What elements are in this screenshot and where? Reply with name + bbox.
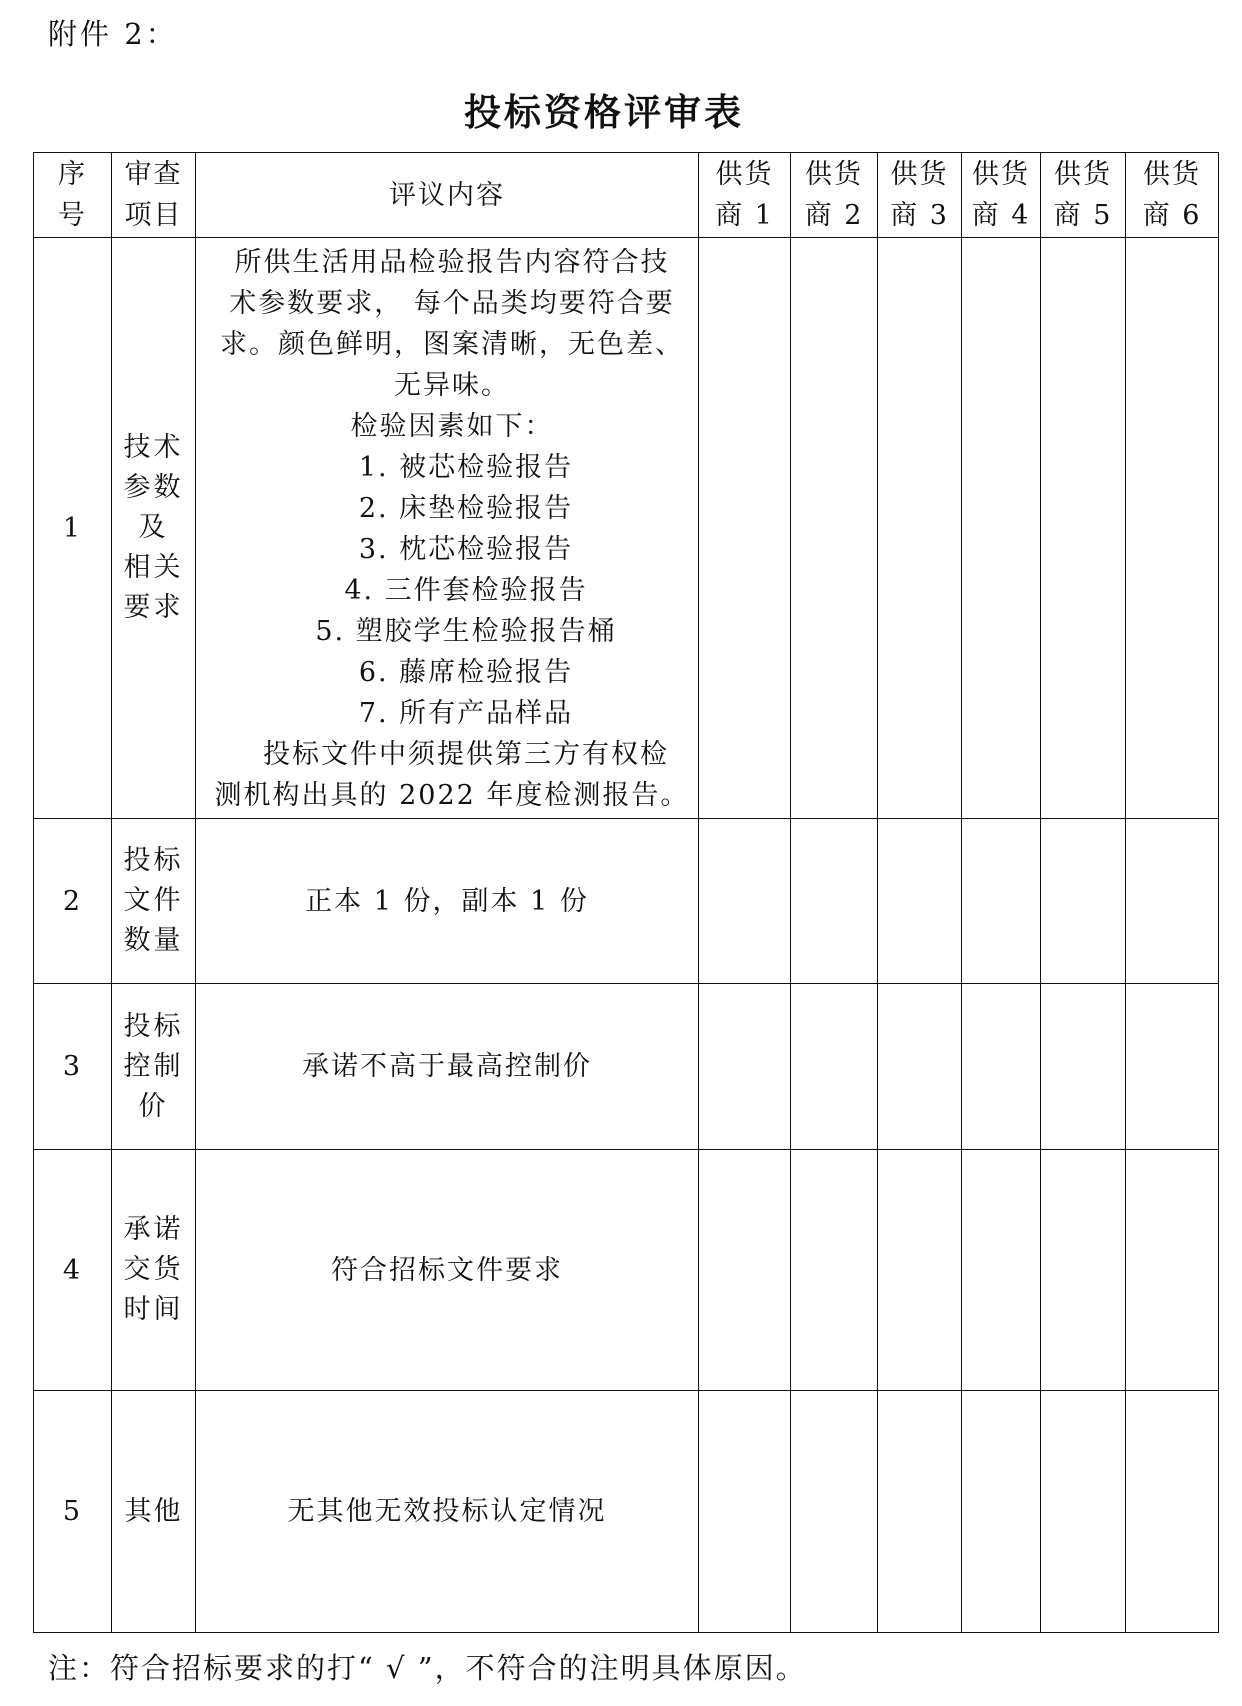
supplier-2-cell[interactable] xyxy=(791,1150,878,1391)
table-row xyxy=(34,1150,1219,1391)
supplier-6-cell[interactable] xyxy=(1126,238,1219,819)
row-seq: 2 xyxy=(34,819,112,984)
row-category: 其他 xyxy=(112,1391,196,1633)
supplier-6-cell[interactable] xyxy=(1126,984,1219,1150)
footnote: 注：符合招标要求的打“ √ ”，不符合的注明具体原因。 xyxy=(48,1651,807,1685)
header-review-item: 审查 项目 xyxy=(112,153,196,238)
table-row xyxy=(34,984,1219,1150)
table-row xyxy=(34,1391,1219,1633)
attachment-label: 附件 2： xyxy=(48,17,178,51)
header-supplier-3: 供货 商 3 xyxy=(878,153,962,238)
row-category: 投标 文件 数量 xyxy=(112,819,196,984)
row-category: 承诺 交货 时间 xyxy=(112,1150,196,1391)
supplier-2-cell[interactable] xyxy=(791,984,878,1150)
row-content: 符合招标文件要求 xyxy=(196,1150,699,1391)
supplier-1-cell[interactable] xyxy=(699,1391,791,1633)
header-supplier-4: 供货 商 4 xyxy=(962,153,1041,238)
supplier-5-cell[interactable] xyxy=(1041,1391,1126,1633)
supplier-5-cell[interactable] xyxy=(1041,1150,1126,1391)
supplier-3-cell[interactable] xyxy=(878,984,962,1150)
header-review-content: 评议内容 xyxy=(196,153,699,238)
supplier-4-cell[interactable] xyxy=(962,984,1041,1150)
row-seq: 4 xyxy=(34,1150,112,1391)
supplier-5-cell[interactable] xyxy=(1041,238,1126,819)
supplier-1-cell[interactable] xyxy=(699,1150,791,1391)
supplier-6-cell[interactable] xyxy=(1126,1391,1219,1633)
document-title: 投标资格评审表 xyxy=(464,90,744,134)
supplier-5-cell[interactable] xyxy=(1041,819,1126,984)
row-category: 投标 控制 价 xyxy=(112,984,196,1150)
header-row xyxy=(34,153,1219,238)
header-supplier-5: 供货 商 5 xyxy=(1041,153,1126,238)
table-row xyxy=(34,238,1219,819)
row-content: 所供生活用品检验报告内容符合技 术参数要求， 每个品类均要符合要 求。颜色鲜明，图案清晰，无色差、 无异味。 检验因素如下： 1. 被芯检验报告 2. 床垫检验报告 3. 枕芯检验报告 4. 三件套检验报告 5. 塑胶学生检验报告桶 6. 藤席检验报告 7. 所有产品样品 投标文件中须提供第三方有权检 测机构出具的 2022 年度检测报告。 xyxy=(196,238,699,819)
row-category: 技术 参数 及 相关 要求 xyxy=(112,238,196,819)
row-content: 无其他无效投标认定情况 xyxy=(196,1391,699,1633)
supplier-4-cell[interactable] xyxy=(962,819,1041,984)
table-row xyxy=(34,819,1219,984)
header-supplier-2: 供货 商 2 xyxy=(791,153,878,238)
supplier-4-cell[interactable] xyxy=(962,1150,1041,1391)
supplier-3-cell[interactable] xyxy=(878,238,962,819)
row-content: 正本 1 份，副本 1 份 xyxy=(196,819,699,984)
header-supplier-6: 供货 商 6 xyxy=(1126,153,1219,238)
supplier-2-cell[interactable] xyxy=(791,819,878,984)
supplier-3-cell[interactable] xyxy=(878,1391,962,1633)
row-seq: 3 xyxy=(34,984,112,1150)
supplier-2-cell[interactable] xyxy=(791,1391,878,1633)
supplier-2-cell[interactable] xyxy=(791,238,878,819)
header-seq: 序 号 xyxy=(34,153,112,238)
row-seq: 5 xyxy=(34,1391,112,1633)
supplier-3-cell[interactable] xyxy=(878,819,962,984)
supplier-5-cell[interactable] xyxy=(1041,984,1126,1150)
supplier-3-cell[interactable] xyxy=(878,1150,962,1391)
supplier-4-cell[interactable] xyxy=(962,238,1041,819)
row-seq: 1 xyxy=(34,238,112,819)
supplier-6-cell[interactable] xyxy=(1126,819,1219,984)
supplier-1-cell[interactable] xyxy=(699,984,791,1150)
supplier-1-cell[interactable] xyxy=(699,238,791,819)
row-content: 承诺不高于最高控制价 xyxy=(196,984,699,1150)
supplier-6-cell[interactable] xyxy=(1126,1150,1219,1391)
review-table xyxy=(33,152,1219,1633)
supplier-4-cell[interactable] xyxy=(962,1391,1041,1633)
header-supplier-1: 供货 商 1 xyxy=(699,153,791,238)
supplier-1-cell[interactable] xyxy=(699,819,791,984)
